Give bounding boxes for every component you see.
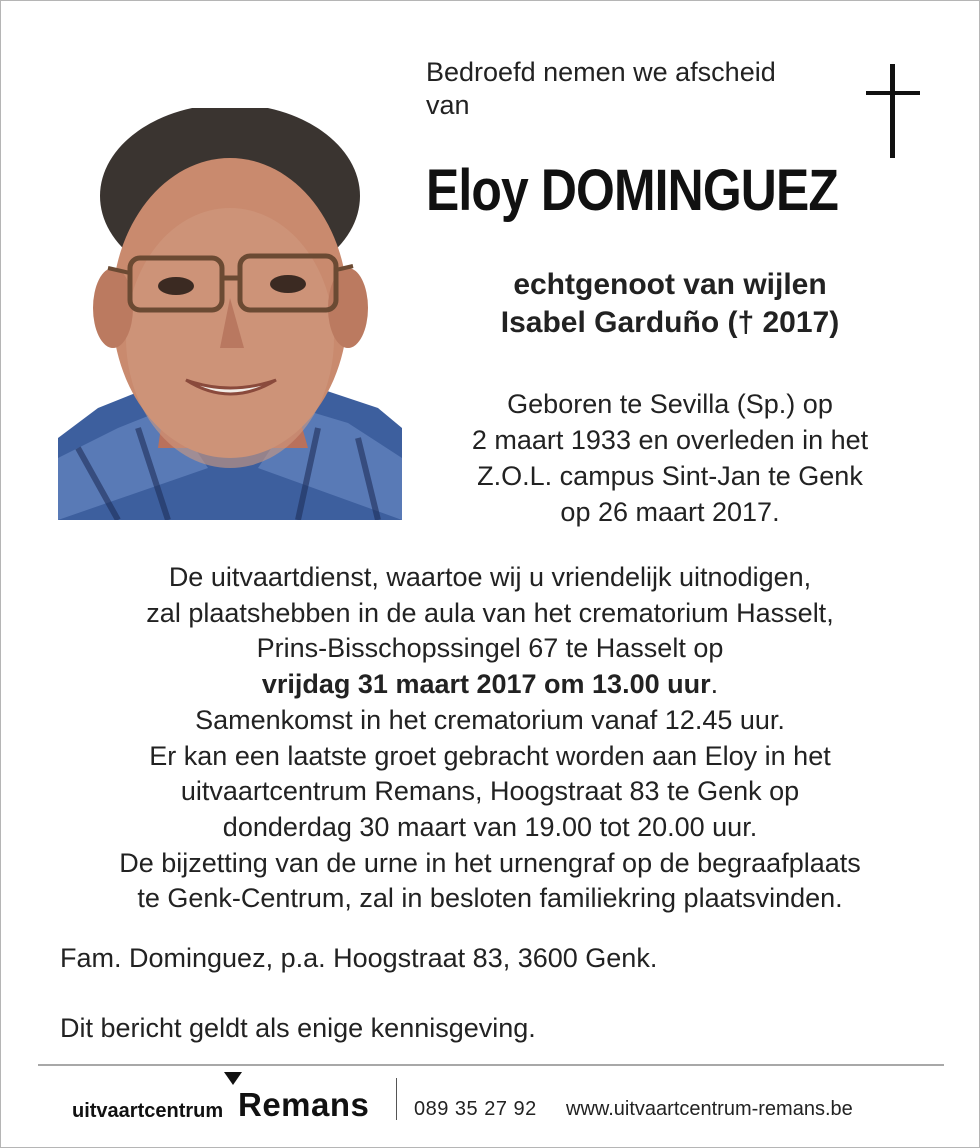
portrait-illustration <box>58 108 402 520</box>
deceased-name: Eloy DOMINGUEZ <box>426 158 838 223</box>
triangle-marker-icon <box>224 1072 242 1085</box>
portrait-photo <box>58 108 402 520</box>
notice-text: Dit bericht geldt als enige kennisgeving. <box>60 1013 536 1043</box>
footer-separator <box>396 1078 397 1120</box>
footer <box>0 1070 980 1140</box>
brand-prefix: uitvaartcentrum <box>72 1100 224 1122</box>
ceremony-info <box>40 560 940 917</box>
birth-line: Z.O.L. campus Sint-Jan te Genk <box>477 461 863 491</box>
ceremony-line: donderdag 30 maart van 19.00 tot 20.00 uur. <box>222 811 758 842</box>
intro-line-1: Bedroefd nemen we afscheid <box>426 57 776 87</box>
phone-number: 089 35 27 92 <box>414 1098 537 1120</box>
spouse-line-2: Isabel Garduño († 2017) <box>500 306 840 339</box>
birth-line: op 26 maart 2017. <box>560 497 780 527</box>
footer-divider <box>38 1064 944 1066</box>
intro-line-2: van <box>426 90 470 120</box>
cross-icon <box>866 64 920 158</box>
ceremony-date: vrijdag 31 maart 2017 om 13.00 uur <box>261 669 711 700</box>
ceremony-line: zal plaatshebben in de aula van het crematorium Hasselt, <box>146 597 834 628</box>
ceremony-date-suffix: . <box>710 669 719 700</box>
ceremony-line: uitvaartcentrum Remans, Hoogstraat 83 te Genk op <box>180 776 800 807</box>
family-address: Fam. Dominguez, p.a. Hoogstraat 83, 3600 Genk. <box>60 943 658 973</box>
ceremony-line: De uitvaartdienst, waartoe wij u vriendelijk uitnodigen, <box>168 562 812 592</box>
brand-name: Remans <box>238 1086 370 1123</box>
ceremony-date-line <box>40 667 940 703</box>
birth-line: Geboren te Sevilla (Sp.) op <box>507 389 833 419</box>
ceremony-line: Er kan een laatste groet gebracht worden aan Eloy in het <box>149 740 831 771</box>
ceremony-line: De bijzetting van de urne in het urnengraf op de begraafplaats <box>119 847 861 878</box>
spouse-info <box>420 266 920 342</box>
ceremony-line: Prins-Bisschopssingel 67 te Hasselt op <box>256 633 724 664</box>
birth-line: 2 maart 1933 en overleden in het <box>471 425 869 455</box>
birth-death-info <box>420 386 920 530</box>
intro-text <box>426 56 856 122</box>
website-link[interactable]: www.uitvaartcentrum-remans.be <box>566 1098 853 1120</box>
ceremony-line: Samenkomst in het crematorium vanaf 12.45 uur. <box>195 704 785 735</box>
spouse-line-1: echtgenoot van wijlen <box>513 268 827 301</box>
ceremony-line: te Genk-Centrum, zal in besloten familiekring plaatsvinden. <box>137 883 843 914</box>
